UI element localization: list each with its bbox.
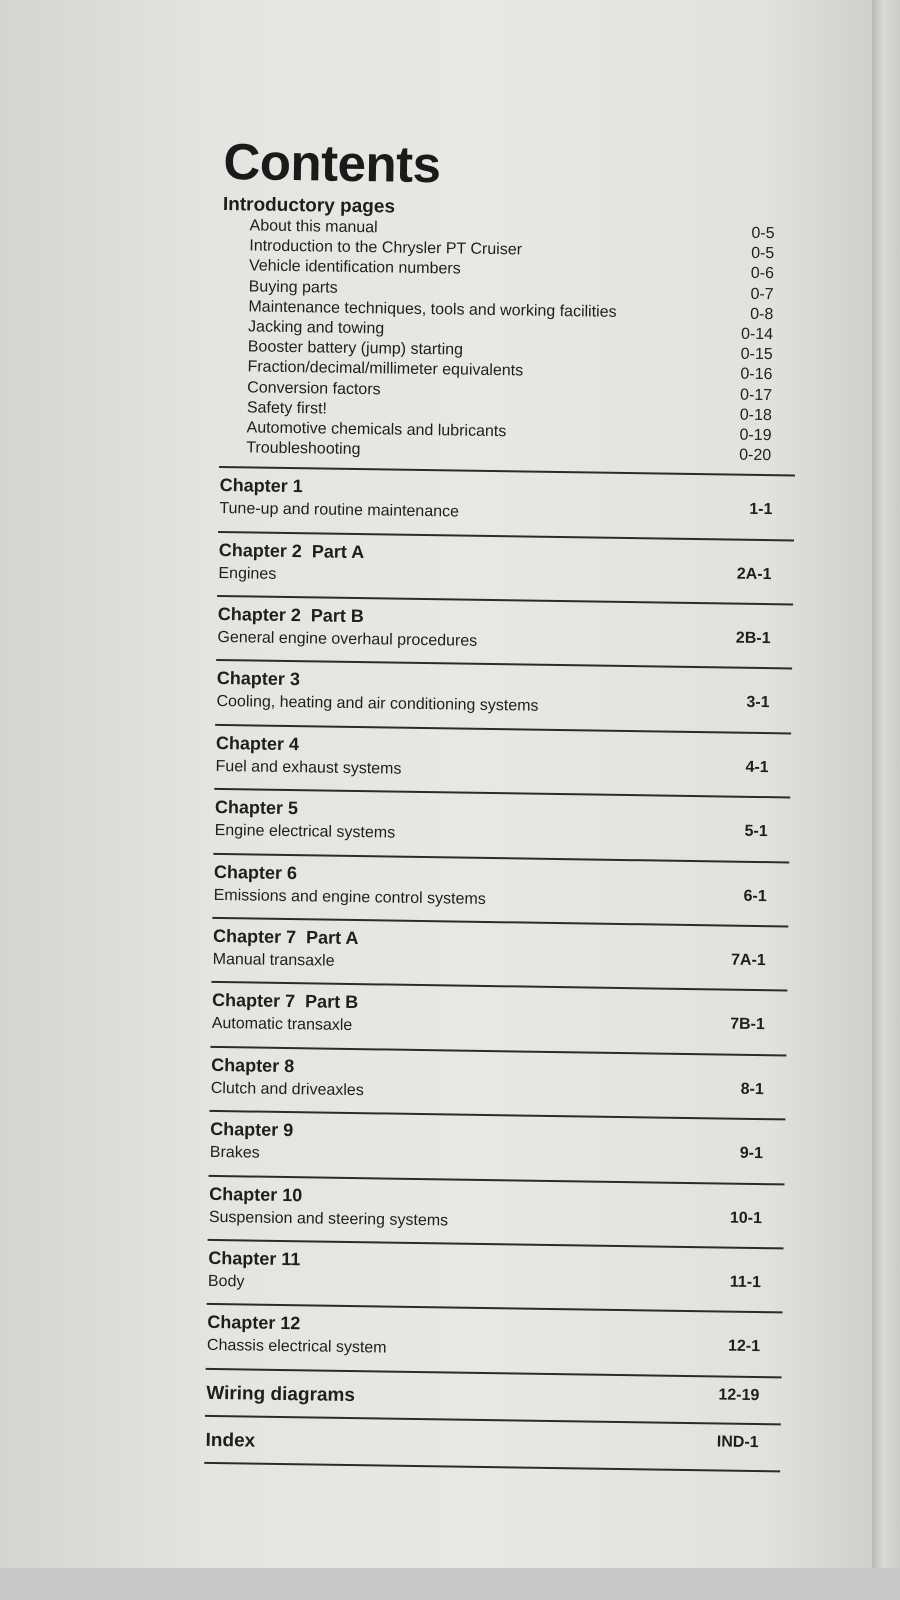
toc-item-label: Introduction to the Chrysler PT Cruiser: [249, 237, 523, 259]
chapter-title: [220, 474, 303, 497]
chapter-page-number: 11-1: [729, 1273, 762, 1292]
chapter-number: Chapter 2: [218, 539, 302, 561]
chapter-subtitle: Body: [207, 1272, 245, 1291]
chapter-title: [213, 925, 359, 949]
toc-item-page: 0-17: [740, 386, 773, 404]
chapter-subtitle: Brakes: [209, 1144, 260, 1162]
chapter-subtitle: Cooling, heating and air conditioning systems: [216, 693, 539, 716]
chapter-subtitle: Clutch and driveaxles: [210, 1079, 364, 1099]
toc-item-page: 0-16: [740, 366, 773, 384]
toc-item-label: Troubleshooting: [246, 439, 361, 459]
toc-item-page: 0-5: [751, 245, 775, 263]
chapter-subtitle: Emissions and engine control systems: [213, 886, 486, 908]
chapter-part: Part B: [304, 991, 359, 1013]
chapter-subtitle: Engine electrical systems: [214, 822, 396, 842]
entry-page-number: IND-1: [716, 1433, 759, 1451]
chapter-title: [209, 1182, 302, 1205]
chapter-number: Chapter 10: [209, 1183, 303, 1205]
chapter-number: Chapter 7: [211, 990, 296, 1012]
toc-item-page: 0-15: [740, 345, 773, 364]
chapter-title: [218, 603, 364, 627]
chapter-page-number: 9-1: [739, 1144, 764, 1163]
chapter-page-number: 6-1: [743, 887, 767, 905]
chapter-page-number: 2B-1: [735, 629, 771, 648]
chapter-page-number: 1-1: [749, 501, 773, 519]
chapter-title: [208, 1247, 300, 1270]
chapter-subtitle: Engines: [218, 564, 277, 583]
chapter-page-number: 3-1: [746, 694, 770, 712]
chapter-entry: [209, 1048, 786, 1119]
toc-item-label: Fraction/decimal/millimeter equivalents: [247, 358, 524, 380]
chapter-number: Chapter 8: [211, 1054, 295, 1076]
chapter-entry: [208, 1176, 785, 1247]
toc-item-label: Jacking and towing: [247, 318, 385, 338]
chapter-subtitle: General engine overhaul procedures: [217, 628, 478, 650]
toc-item-page: 0-14: [740, 325, 774, 344]
chapter-entry: [207, 1241, 784, 1312]
chapter-page-number: 8-1: [740, 1080, 764, 1098]
chapter-subtitle: Chassis electrical system: [206, 1337, 387, 1357]
chapter-entry: [209, 1112, 786, 1183]
chapter-title: [211, 1054, 294, 1077]
chapter-entry: [211, 919, 788, 990]
table-of-contents: [204, 132, 800, 1472]
chapter-subtitle: Tune-up and routine maintenance: [219, 500, 460, 521]
toc-item-page: 0-5: [751, 224, 775, 243]
chapter-number: Chapter 4: [215, 732, 300, 754]
toc-item-page: 0-20: [739, 446, 772, 465]
entry-label: Index: [205, 1429, 256, 1452]
toc-item-label: Safety first!: [246, 399, 328, 418]
toc-item-page: 0-6: [750, 265, 775, 283]
chapter-number: Chapter 7: [212, 925, 297, 948]
chapter-entry: [217, 533, 794, 604]
toc-item-page: 0-7: [750, 285, 774, 303]
chapter-title: [219, 539, 365, 563]
chapter-subtitle: Suspension and steering systems: [208, 1208, 449, 1229]
toc-item-label: Automotive chemicals and lubricants: [246, 419, 507, 441]
intro-list: [219, 216, 799, 467]
chapter-number: Chapter 9: [210, 1119, 294, 1141]
chapter-entry: [215, 661, 792, 732]
chapter-number: Chapter 3: [216, 668, 301, 690]
chapter-title: [215, 796, 298, 819]
chapter-number: Chapter 12: [207, 1312, 301, 1334]
toc-item-label: Buying parts: [248, 277, 338, 297]
chapter-page-number: 2A-1: [736, 565, 772, 583]
chapter-part: Part B: [310, 605, 365, 627]
chapter-subtitle: Automatic transaxle: [211, 1015, 353, 1035]
chapter-entry: [212, 855, 789, 926]
toc-item-label: Vehicle identification numbers: [248, 257, 461, 278]
chapter-entry: [218, 468, 795, 539]
wiring-diagrams-entry: [205, 1370, 782, 1424]
chapter-title: [210, 1118, 293, 1141]
chapter-entry: [206, 1305, 783, 1376]
chapter-subtitle: Manual transaxle: [212, 950, 335, 970]
toc-item-label: About this manual: [249, 217, 378, 237]
chapter-title: [217, 667, 300, 690]
chapter-entry: [210, 983, 787, 1054]
chapter-page-number: 10-1: [729, 1209, 763, 1227]
chapter-part: Part A: [311, 540, 365, 562]
chapter-entry: [213, 790, 790, 861]
toc-item-label: Conversion factors: [247, 378, 381, 398]
chapter-entry: [216, 597, 793, 668]
chapter-page-number: 7A-1: [730, 951, 766, 970]
chapter-title: [216, 732, 299, 755]
toc-item-page: 0-8: [750, 305, 774, 323]
entry-page-number: 12-19: [718, 1386, 760, 1404]
chapter-page-number: 12-1: [727, 1337, 761, 1356]
chapter-subtitle: Fuel and exhaust systems: [215, 757, 402, 778]
chapter-title: [212, 989, 358, 1013]
background-surface: [0, 1568, 900, 1600]
toc-item-page: 0-18: [739, 406, 772, 424]
chapter-page-number: 7B-1: [730, 1015, 765, 1034]
toc-item-label: Maintenance techniques, tools and working facilities: [248, 298, 617, 321]
chapter-number: Chapter 5: [214, 797, 299, 819]
chapter-page-number: 5-1: [744, 823, 768, 841]
entry-label: Wiring diagrams: [206, 1382, 356, 1406]
intro-heading: Introductory pages: [222, 193, 396, 218]
chapter-number: Chapter 6: [213, 861, 298, 883]
chapter-entry: [214, 726, 791, 797]
toc-item-page: 0-19: [739, 426, 772, 445]
page-title: Contents: [223, 132, 441, 194]
chapter-title: [207, 1311, 300, 1334]
chapter-number: Chapter 2: [217, 603, 302, 626]
chapter-page-number: 4-1: [745, 758, 769, 776]
index-entry: [204, 1417, 781, 1471]
page-edge: [872, 0, 900, 1600]
toc-item-label: Booster battery (jump) starting: [247, 338, 464, 359]
chapter-number: Chapter 11: [208, 1247, 301, 1270]
chapter-list: [206, 468, 795, 1378]
chapter-number: Chapter 1: [219, 475, 303, 497]
chapter-part: Part A: [305, 927, 359, 949]
chapter-title: [214, 861, 297, 884]
